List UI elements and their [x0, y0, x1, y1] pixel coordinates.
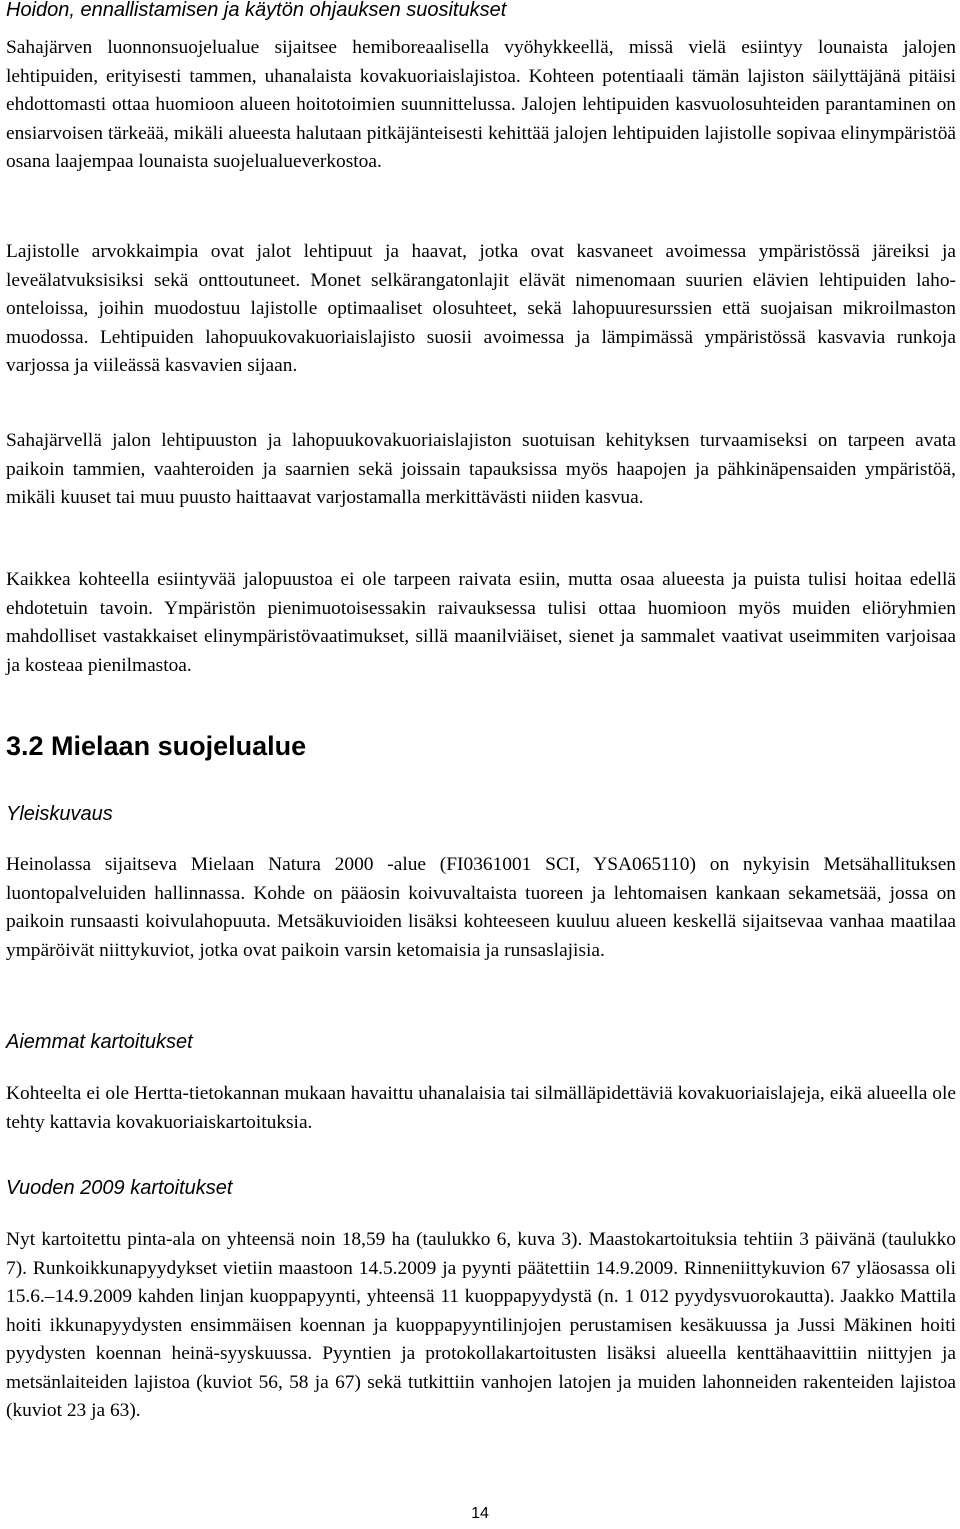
paragraph: Sahajärvellä jalon lehtipuuston ja lahopuukovakuoriaislajiston suotuisan kehityksen turvaamiseksi on tarpeen avata paikoin tammien, vaahteroiden ja saarnien sekä joissain tapauksissa myös haapojen ja pähkinäpensaiden ympäristöä, mikäli kuuset tai muu puusto haittaavat varjostamalla merkittävästi niiden kasvua.	[6, 430, 956, 508]
paragraph: Heinolassa sijaitseva Mielaan Natura 2000 -alue (FI0361001 SCI, YSA065110) on nykyisin Metsähallituksen luontopalveluiden hallinnassa. Kohde on pääosin koivuvaltaista tuoreen ja lehtomaisen kankaan sekametsää, jossa on paikoin runsaasti koivulahopuuta. Metsäkuvioiden lisäksi kohteeseen kuuluu alueen keskellä sijaitsevaa vanhaa maatilaa ympäröivät niittykuviot, jotka ovat paikoin varsin ketomaisia ja runsaslajisia.	[6, 854, 956, 961]
paragraph: Nyt kartoitettu pinta-ala on yhteensä noin 18,59 ha (taulukko 6, kuva 3). Maastokartoituksia tehtiin 3 päivänä (taulukko 7). Runkoikkunapyydykset vietiin maastoon 14.5.2009 ja pyynti päätettiin 14.9.2009. Rinneniittykuvion 67 yläosassa oli 15.6.–14.9.2009 kahden linjan kuoppapyynti, yhteensä 11 kuoppapyydystä (n. 1 012 pyydysvuorokautta). Jaakko Mattila hoiti ikkunapyydysten ensimmäisen koennan ja kuoppapyyntilinjojen perustamisen kesäkuussa ja Jussi Mäkinen hoiti pyydysten koennan heinä-syyskuussa. Pyyntien ja protokollakartoitusten lisäksi alueella kenttähaavittiin niittyjen ja metsänlaiteiden lajistoa (kuviot 56, 58 ja 67) sekä tutkittiin vanhojen latojen ja muiden lahonneiden rakenteiden lajistoa (kuviot 23 ja 63).	[6, 1229, 956, 1421]
paragraph: Lajistolle arvokkaimpia ovat jalot lehtipuut ja haavat, jotka ovat kasvaneet avoimessa ympäristössä järeiksi ja leveälatvuksisiksi sekä onttoutuneet. Monet selkärangatonlajit elävät nimenomaan suurien elävien lehtipuiden laho-onteloissa, joihin muodostuu lajistolle optimaaliset olosuhteet, sekä lahopuuresurssien että suojaisan mikroilmaston muodossa. Lehtipuiden lahopuukovakuoriaislajisto suosii avoimessa ja lämpimässä ympäristössä kasvavia runkoja varjossa ja viileässä kasvavien sijaan.	[6, 241, 956, 376]
subheading-yleiskuvaus: Yleiskuvaus	[6, 803, 113, 825]
paragraph: Kohteelta ei ole Hertta-tietokannan mukaan havaittu uhanalaisia tai silmälläpidettäviä kovakuoriaislajeja, eikä alueella ole tehty kattavia kovakuoriaiskartoituksia.	[6, 1083, 956, 1133]
paragraph: Sahajärven luonnonsuojelualue sijaitsee hemiboreaalisella vyöhykkeellä, missä vielä esiintyy lounaista jalojen lehtipuiden, erityisesti tammen, uhanalaista kovakuoriaislajistoa. Kohteen potentiaali tämän lajiston säilyttäjänä pitäisi ehdottomasti ottaa huomioon alueen hoitotoimien suunnittelussa. Jalojen lehtipuiden kasvuolosuhteiden parantaminen on ensiarvoisen tärkeää, mikäli alueesta halutaan pitkäjänteisesti kehittää jalojen lehtipuiden lajistolle sopivaa elinympäristöä osana laajempaa lounaista suojelualueverkostoa.	[6, 37, 956, 172]
subheading-aiemmat-kartoitukset: Aiemmat kartoitukset	[6, 1031, 193, 1053]
subheading-vuoden-2009-kartoitukset: Vuoden 2009 kartoitukset	[6, 1177, 233, 1199]
page-number: 14	[471, 1505, 489, 1522]
paragraph: Kaikkea kohteella esiintyvää jalopuustoa ei ole tarpeen raivata esiin, mutta osaa alueesta ja puista tulisi hoitaa edellä ehdotetuin tavoin. Ympäristön pienimuotoisessakin raivauksessa tulisi ottaa huomioon myös muiden eliöryhmien mahdolliset vastakkaiset elinympäristövaatimukset, sillä maanilviäiset, sienet ja sammalet vaativat useimmiten varjoisaa ja kosteaa pienilmastoa.	[6, 569, 956, 676]
section-title: 3.2 Mielaan suojelualue	[6, 731, 307, 761]
heading-recommendations: Hoidon, ennallistamisen ja käytön ohjauksen suositukset	[6, 0, 507, 21]
